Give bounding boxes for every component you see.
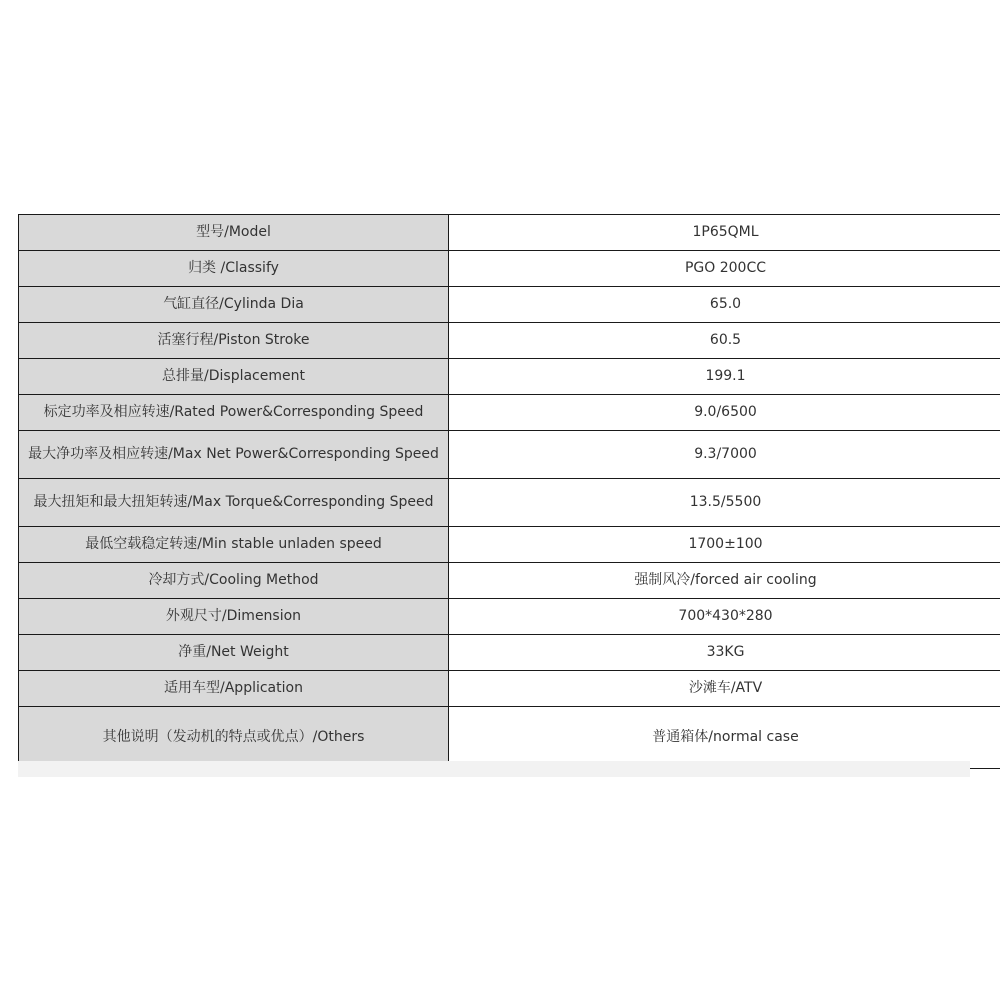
spec-label-piston-stroke: 活塞行程/Piston Stroke [19, 323, 449, 359]
table-row [19, 251, 1000, 287]
spec-value-max-net-power: 9.3/7000 [449, 431, 1000, 479]
spec-value-dimension: 700*430*280 [449, 599, 1000, 635]
table-row [19, 215, 1000, 251]
spec-label-displacement: 总排量/Displacement [19, 359, 449, 395]
spec-label-max-net-power: 最大净功率及相应转速/Max Net Power&Corresponding Speed [19, 431, 449, 479]
spec-value-others: 普通箱体/normal case [449, 707, 1000, 769]
table-row [19, 563, 1000, 599]
table-row [19, 479, 1000, 527]
table-row [19, 359, 1000, 395]
spec-label-max-torque: 最大扭矩和最大扭矩转速/Max Torque&Corresponding Speed [19, 479, 449, 527]
spec-value-cylinder-dia: 65.0 [449, 287, 1000, 323]
spec-value-max-torque: 13.5/5500 [449, 479, 1000, 527]
spec-label-application: 适用车型/Application [19, 671, 449, 707]
table-row [19, 707, 1000, 769]
spec-label-model: 型号/Model [19, 215, 449, 251]
spec-label-cooling-method: 冷却方式/Cooling Method [19, 563, 449, 599]
table-row [19, 635, 1000, 671]
table-row [19, 287, 1000, 323]
spec-value-displacement: 199.1 [449, 359, 1000, 395]
spec-label-others: 其他说明（发动机的特点或优点）/Others [19, 707, 449, 769]
spec-label-classify: 归类 /Classify [19, 251, 449, 287]
table-row [19, 671, 1000, 707]
table-row [19, 527, 1000, 563]
table-row [19, 323, 1000, 359]
spec-value-classify: PGO 200CC [449, 251, 1000, 287]
spec-table-container [18, 214, 970, 769]
spec-value-min-stable-speed: 1700±100 [449, 527, 1000, 563]
table-row [19, 431, 1000, 479]
spec-value-rated-power: 9.0/6500 [449, 395, 1000, 431]
spec-value-application: 沙滩车/ATV [449, 671, 1000, 707]
spec-label-min-stable-speed: 最低空载稳定转速/Min stable unladen speed [19, 527, 449, 563]
spec-label-net-weight: 净重/Net Weight [19, 635, 449, 671]
spec-value-piston-stroke: 60.5 [449, 323, 1000, 359]
spec-label-cylinder-dia: 气缸直径/Cylinda Dia [19, 287, 449, 323]
spec-value-model: 1P65QML [449, 215, 1000, 251]
bottom-shadow-strip [18, 761, 970, 777]
table-row [19, 395, 1000, 431]
spec-table [18, 214, 1000, 769]
table-row [19, 599, 1000, 635]
spec-value-cooling-method: 强制风冷/forced air cooling [449, 563, 1000, 599]
spec-label-rated-power: 标定功率及相应转速/Rated Power&Corresponding Speed [19, 395, 449, 431]
spec-label-dimension: 外观尺寸/Dimension [19, 599, 449, 635]
spec-value-net-weight: 33KG [449, 635, 1000, 671]
